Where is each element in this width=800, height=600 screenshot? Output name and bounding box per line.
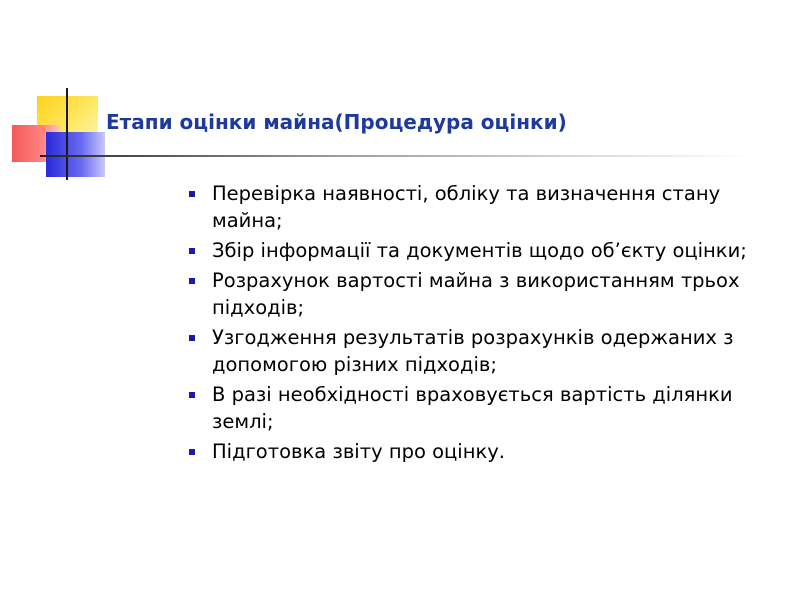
square-bullet-icon: [189, 392, 195, 398]
bullet-text: Розрахунок вартості майна з використанням трьох підходів;: [212, 269, 740, 319]
square-bullet-icon: [189, 191, 195, 197]
slide-title: Етапи оцінки майна(Процедура оцінки): [106, 110, 567, 134]
list-item: [186, 324, 786, 378]
list-item: [186, 438, 786, 465]
title-underline: [40, 155, 750, 157]
bullet-text: Збір інформації та документів щодо об’єкту оцінки;: [212, 239, 747, 262]
bullet-text: В разі необхідності враховується вартість ділянки землі;: [212, 383, 733, 433]
square-bullet-icon: [189, 335, 195, 341]
square-bullet-icon: [189, 278, 195, 284]
bullet-list: [186, 180, 786, 468]
square-bullet-icon: [189, 449, 195, 455]
square-bullet-icon: [189, 248, 195, 254]
list-item: [186, 237, 786, 264]
list-item: [186, 381, 786, 435]
list-item: [186, 267, 786, 321]
bullet-text: Узгодження результатів розрахунків одержаних з допомогою різних підходів;: [212, 326, 734, 376]
bullet-text: Підготовка звіту про оцінку.: [212, 440, 505, 463]
logo-vertical-line: [66, 88, 68, 180]
bullet-text: Перевірка наявності, обліку та визначення стану майна;: [212, 182, 721, 232]
list-item: [186, 180, 786, 234]
